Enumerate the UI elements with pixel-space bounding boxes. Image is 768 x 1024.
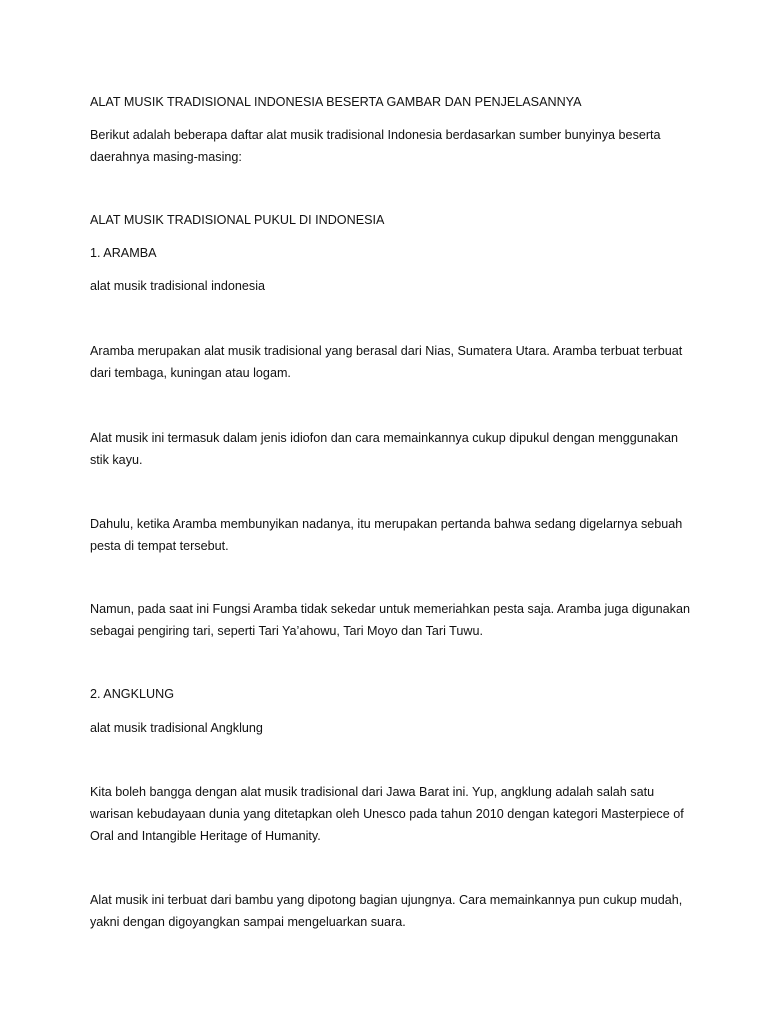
aramba-paragraph-2: Alat musik ini termasuk dalam jenis idiofon dan cara memainkannya cukup dipukul dengan menggunakan stik kayu. <box>90 431 679 467</box>
aramba-paragraph-3: Dahulu, ketika Aramba membunyikan nadanya, itu merupakan pertanda bahwa sedang digelarnya sebuah pesta di tempat tersebut. <box>90 517 683 553</box>
document-title: ALAT MUSIK TRADISIONAL INDONESIA BESERTA GAMBAR DAN PENJELASANNYA <box>90 95 582 109</box>
image-caption-aramba: alat musik tradisional indonesia <box>90 279 266 293</box>
angklung-paragraph-1: Kita boleh bangga dengan alat musik tradisional dari Jawa Barat ini. Yup, angklung adalah salah satu warisan kebudayaan dunia yang ditetapkan oleh Unesco pada tahun 2010 dengan kategori Masterpiece of Oral and Intangible Heritage of Humanity. <box>90 785 684 843</box>
image-caption-angklung: alat musik tradisional Angklung <box>90 721 263 735</box>
item-heading-angklung: 2. ANGKLUNG <box>90 687 174 701</box>
item-heading-aramba: 1. ARAMBA <box>90 246 157 260</box>
aramba-paragraph-1: Aramba merupakan alat musik tradisional yang berasal dari Nias, Sumatera Utara. Aramba terbuat terbuat dari tembaga, kuningan atau logam. <box>90 344 683 380</box>
intro-paragraph: Berikut adalah beberapa daftar alat musik tradisional Indonesia berdasarkan sumber bunyinya beserta daerahnya masing-masing: <box>90 128 661 164</box>
section-heading: ALAT MUSIK TRADISIONAL PUKUL DI INDONESIA <box>90 213 385 227</box>
angklung-paragraph-2: Alat musik ini terbuat dari bambu yang dipotong bagian ujungnya. Cara memainkannya pun cukup mudah, yakni dengan digoyangkan sampai mengeluarkan suara. <box>90 893 683 929</box>
aramba-paragraph-4: Namun, pada saat ini Fungsi Aramba tidak sekedar untuk memeriahkan pesta saja. Aramba juga digunakan sebagai pengiring tari, seperti Tari Ya’ahowu, Tari Moyo dan Tari Tuwu. <box>90 602 690 638</box>
